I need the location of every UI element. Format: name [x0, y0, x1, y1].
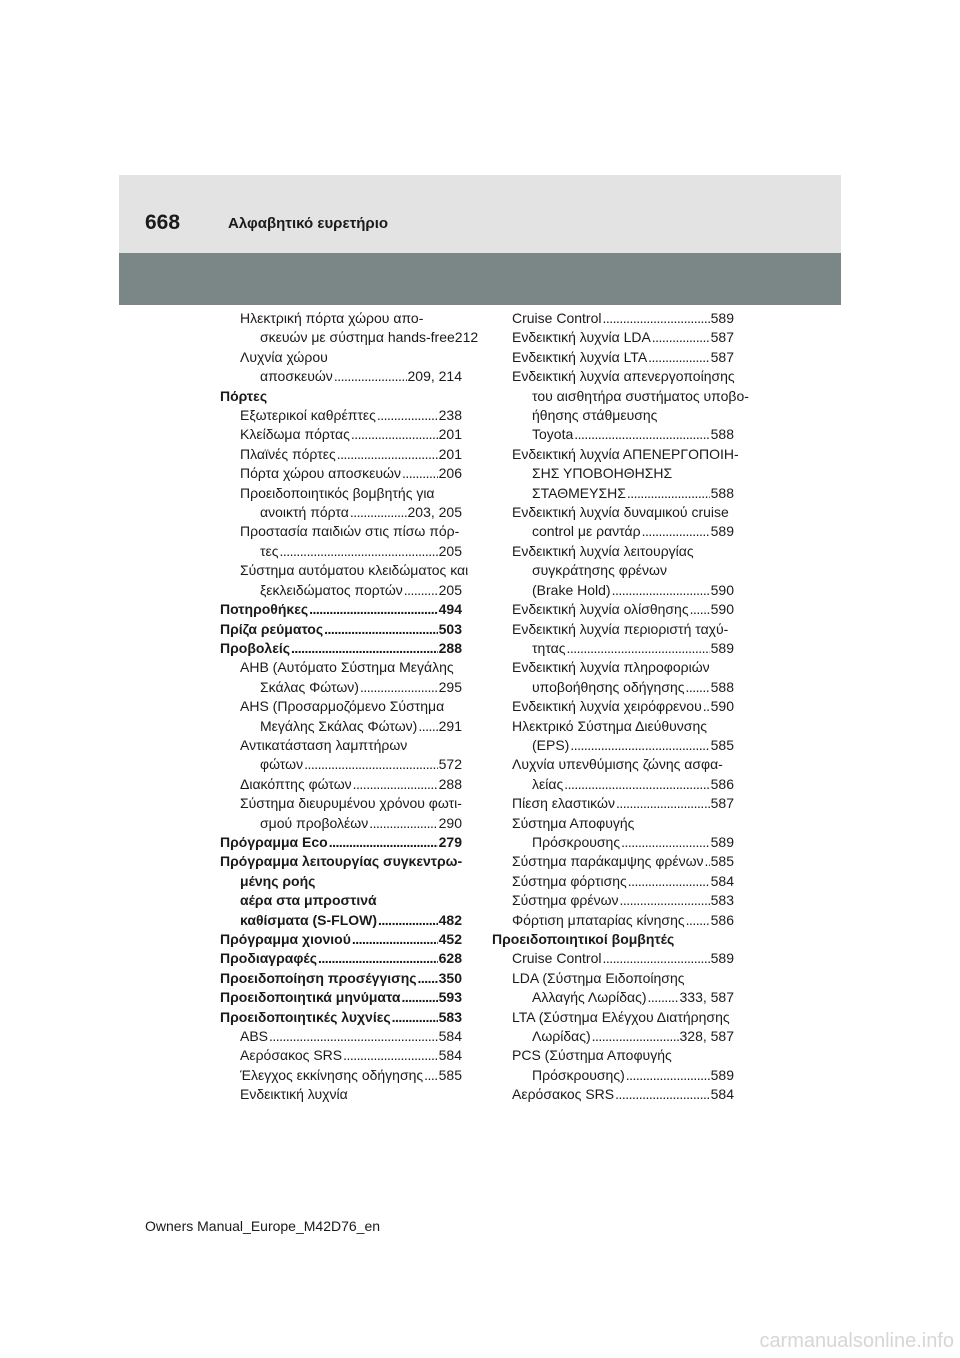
- dot-leader: [626, 1066, 710, 1085]
- index-entry: [492, 1008, 734, 1047]
- index-page-ref[interactable]: 201: [438, 445, 462, 462]
- index-entry-text: Ενδεικτική λυχνία ΑΠΕΝΕΡΓΟΠΟΙΗ-: [512, 445, 739, 462]
- index-page-ref[interactable]: 588: [710, 678, 734, 695]
- index-entry: [220, 484, 462, 523]
- index-entry: [220, 1027, 462, 1046]
- index-page-ref[interactable]: 288: [438, 775, 462, 792]
- index-entry-term: τητας: [532, 639, 566, 656]
- index-page-ref[interactable]: 328, 587: [679, 1028, 734, 1045]
- index-page-ref[interactable]: 589: [710, 310, 734, 326]
- dot-leader: [612, 581, 710, 600]
- footer-manual-id: Owners Manual_Europe_M42D76_en: [145, 1218, 381, 1234]
- index-entry-text: Λυχνία υπενθύμισης ζώνης ασφα-: [512, 756, 723, 773]
- index-page-ref[interactable]: 452: [438, 931, 462, 947]
- dot-leader: [705, 852, 710, 871]
- index-entry-term: ξεκλειδώματος πορτών: [260, 581, 403, 598]
- dot-leader: [377, 406, 438, 425]
- dot-leader: [602, 309, 709, 328]
- index-entry: [220, 639, 462, 658]
- index-entry: [220, 600, 462, 619]
- index-entry-term: Αερόσακος SRS: [240, 1047, 343, 1064]
- index-page-ref[interactable]: 205: [438, 581, 462, 598]
- index-entry-term: καθίσματα (S-FLOW): [240, 911, 378, 928]
- dot-leader: [369, 814, 437, 833]
- section-band: [119, 253, 841, 305]
- index-entry-term: Ενδεικτική λυχνία LTA: [512, 348, 648, 365]
- index-entry-text: Πρόγραμμα λειτουργίας συγκεντρω-: [220, 853, 463, 870]
- index-entry-text: AHB (Αυτόματο Σύστημα Μεγάλης: [240, 659, 454, 676]
- index-entry-term: ανοικτή πόρτα: [260, 504, 349, 521]
- index-page-ref[interactable]: 587: [710, 795, 734, 812]
- index-entry-text: AHS (Προσαρμοζόμενο Σύστημα: [240, 698, 445, 715]
- dot-leader: [360, 678, 438, 697]
- index-entry-term: Πλαϊνές πόρτες: [240, 445, 336, 462]
- dot-leader: [690, 600, 710, 619]
- index-entry-term: Φόρτιση μπαταρίας κίνησης: [512, 911, 685, 928]
- index-entry: [220, 1046, 462, 1065]
- dot-leader: [343, 1046, 438, 1065]
- index-entry: [220, 736, 462, 775]
- index-entry-term: Προειδοποίηση προσέγγισης: [220, 969, 417, 986]
- dot-leader: [318, 949, 438, 968]
- dot-leader: [280, 542, 438, 561]
- index-page-ref[interactable]: 279: [438, 833, 462, 850]
- index-entry-text: PCS (Σύστημα Αποφυγής: [512, 1047, 672, 1064]
- index-entry: [220, 464, 462, 483]
- index-entry: [220, 833, 462, 852]
- index-entry: [220, 949, 462, 968]
- index-entry-term: Ενδεικτική λυχνία ολίσθησης: [512, 601, 689, 618]
- index-page-ref[interactable]: 589: [710, 1066, 734, 1083]
- index-page-ref[interactable]: 589: [710, 523, 734, 540]
- index-page-ref[interactable]: 585: [710, 736, 734, 753]
- dot-leader: [291, 639, 438, 658]
- index-entry-term: Εξωτερικοί καθρέπτες: [240, 407, 376, 424]
- dot-leader: [628, 872, 710, 891]
- index-page-ref[interactable]: 589: [710, 833, 734, 850]
- index-page-ref[interactable]: 494: [438, 601, 462, 618]
- index-entry: [220, 988, 462, 1007]
- index-entry-term: τες: [260, 542, 279, 559]
- index-entry-term: σμού προβολέων: [260, 814, 369, 831]
- index-page-ref[interactable]: 209, 214: [407, 368, 462, 385]
- index-entry: [492, 1085, 734, 1104]
- index-entry-text: LTA (Σύστημα Ελέγχου Διατήρησης: [512, 1008, 730, 1025]
- index-column-left: [220, 309, 479, 1105]
- index-entry: [220, 620, 462, 639]
- dot-leader: [418, 717, 437, 736]
- index-entry-term: Πρίζα ρεύματος: [220, 620, 324, 637]
- index-entry: [492, 717, 734, 756]
- dot-leader: [627, 484, 710, 503]
- index-entry-text: Προειδοποιητικός βομβητής για: [240, 484, 435, 501]
- index-entry-text: Αντικατάσταση λαμπτήρων: [240, 736, 408, 753]
- dot-leader: [652, 328, 710, 347]
- index-page-ref[interactable]: 333, 587: [679, 989, 734, 1006]
- index-entry-term: Πρόγραμμα Eco: [220, 833, 328, 850]
- index-entry: [492, 697, 734, 716]
- index-entry: [220, 445, 462, 464]
- index-entry: [492, 969, 734, 1008]
- index-entry-term: Πρόσκρουσης: [532, 833, 621, 850]
- index-page-ref[interactable]: 593: [438, 989, 462, 1006]
- section-title: Αλφαβητικό ευρετήριο: [228, 215, 389, 232]
- index-page-ref[interactable]: 295: [438, 678, 462, 695]
- index-entry: [492, 891, 734, 910]
- index-entry-term: λείας: [532, 775, 564, 792]
- index-entry-term: Μεγάλης Σκάλας Φώτων): [260, 717, 418, 734]
- index-entry-text: LDA (Σύστημα Ειδοποίησης: [512, 969, 685, 986]
- index-page-ref[interactable]: 203, 205: [407, 504, 462, 521]
- index-entry-term: Πόρτα χώρου αποσκευών: [240, 465, 401, 482]
- index-entry-term: Ενδεικτική λυχνία LDA: [512, 329, 651, 346]
- index-entry-term: Προειδοποιητικά μηνύματα: [220, 989, 401, 1006]
- index-page-ref[interactable]: 585: [710, 853, 734, 870]
- index-entry: [492, 620, 734, 659]
- index-entry: [220, 794, 462, 833]
- index-entry-term: Προδιαγραφές: [220, 950, 317, 967]
- index-entry-term: Προβολείς: [220, 639, 291, 656]
- dot-leader: [615, 1085, 710, 1104]
- dot-leader: [570, 736, 709, 755]
- index-entry-term: Προειδοποιητικές λυχνίες: [220, 1008, 391, 1025]
- index-entry-term: Cruise Control: [512, 950, 602, 967]
- index-entry: [492, 949, 734, 968]
- index-entry-term: Έλεγχος εκκίνησης οδήγησης: [240, 1066, 424, 1083]
- dot-leader: [620, 891, 710, 910]
- index-entry-text: Ενδεικτική λυχνία πληροφοριών: [512, 659, 710, 676]
- index-entry-text: Ηλεκτρικό Σύστημα Διεύθυνσης: [512, 717, 707, 734]
- index-entry: [220, 561, 469, 600]
- index-entry-term: Πρόγραμμα χιονιού: [220, 931, 351, 947]
- index-entry: [492, 658, 734, 697]
- index-entry-term: Cruise Control: [512, 310, 602, 326]
- dot-leader: [309, 600, 438, 619]
- dot-leader: [402, 464, 438, 483]
- dot-leader: [567, 639, 710, 658]
- index-entry-term: ΣΤΑΘΜΕΥΣΗΣ: [532, 484, 626, 501]
- index-entry: [220, 930, 462, 949]
- index-entry: [492, 542, 734, 600]
- index-entry: [220, 425, 462, 444]
- index-page-ref[interactable]: 584: [438, 1028, 462, 1045]
- dot-leader: [686, 911, 710, 930]
- page-number: 668: [145, 211, 181, 234]
- index-page-ref[interactable]: 350: [438, 969, 462, 986]
- index-entry-term: Ενδεικτική λυχνία χειρόφρενου: [512, 698, 702, 715]
- index-entry: [220, 1085, 462, 1104]
- index-page-ref[interactable]: 589: [710, 639, 734, 656]
- index-entry: [492, 794, 734, 813]
- index-entry: [492, 872, 734, 891]
- index-entry-term: Λωρίδας): [532, 1028, 591, 1045]
- index-entry: [220, 697, 462, 736]
- index-page-ref[interactable]: 587: [710, 329, 734, 346]
- index-entry-term: Toyota: [532, 426, 574, 443]
- index-column-right: [492, 309, 749, 1105]
- index-entry-term: ABS: [240, 1028, 269, 1045]
- index-entry-text: σκευών με σύστημα hands-free212: [260, 329, 479, 346]
- dot-leader: [392, 1008, 438, 1027]
- index-entry: [220, 522, 462, 561]
- index-entry-term: Διακόπτης φώτων: [240, 775, 352, 792]
- index-page-ref[interactable]: 584: [710, 872, 734, 889]
- index-page-ref[interactable]: 238: [438, 407, 462, 424]
- dot-leader: [378, 911, 438, 930]
- dot-leader: [351, 425, 438, 444]
- index-page-ref[interactable]: 503: [438, 620, 462, 637]
- index-entry: [220, 658, 462, 697]
- index-page-ref[interactable]: 290: [438, 814, 462, 831]
- index-entry: [492, 503, 734, 542]
- index-entry-text: μένης ροής: [240, 872, 316, 889]
- dot-leader: [404, 581, 438, 600]
- index-page-ref[interactable]: 587: [710, 348, 734, 365]
- index-entry-text: Προστασία παιδιών στις πίσω πόρ-: [240, 523, 460, 540]
- index-page-ref[interactable]: 586: [710, 775, 734, 792]
- index-entry-text: Ενδεικτική λυχνία δυναμικού cruise: [512, 504, 729, 521]
- index-page-ref[interactable]: 585: [438, 1066, 462, 1083]
- index-page-ref[interactable]: 586: [710, 911, 734, 928]
- dot-leader: [686, 678, 710, 697]
- dot-leader: [592, 1027, 679, 1046]
- index-entry-text: Ηλεκτρική πόρτα χώρου απο-: [240, 310, 424, 326]
- dot-leader: [352, 930, 438, 949]
- dot-leader: [424, 1066, 437, 1085]
- index-entry-term: Σύστημα φόρτισης: [512, 872, 627, 889]
- dot-leader: [574, 425, 709, 444]
- index-entry: [220, 406, 462, 425]
- index-entry: [492, 367, 749, 445]
- index-entry: [492, 309, 734, 328]
- index-entry-term: Κλείδωμα πόρτας: [240, 426, 350, 443]
- dot-leader: [642, 522, 710, 541]
- index-entry-text: Ενδεικτική λυχνία: [240, 1086, 348, 1103]
- index-entry: [220, 348, 462, 387]
- dot-leader: [334, 367, 407, 386]
- index-entry: [492, 1046, 734, 1085]
- index-entry-term: Πίεση ελαστικών: [512, 795, 615, 812]
- index-page-ref[interactable]: 206: [438, 465, 462, 482]
- index-entry-term: Σύστημα φρένων: [512, 892, 619, 909]
- index-entry: [220, 387, 462, 406]
- dot-leader: [703, 697, 710, 716]
- index-page-ref[interactable]: 572: [438, 756, 462, 773]
- index-entry-text: Σύστημα αυτόματου κλειδώματος και: [240, 562, 469, 579]
- index-entry-text: ΣΗΣ ΥΠΟΒΟΗΘΗΣΗΣ: [532, 465, 673, 482]
- index-entry: [220, 1008, 462, 1027]
- dot-leader: [329, 833, 438, 852]
- dot-leader: [602, 949, 709, 968]
- index-page-ref[interactable]: 584: [438, 1047, 462, 1064]
- index-page-ref[interactable]: 588: [710, 426, 734, 443]
- index-entry-term: control με ραντάρ: [532, 523, 641, 540]
- index-entry-term: (Brake Hold): [532, 581, 611, 598]
- index-page-ref[interactable]: 291: [438, 717, 462, 734]
- index-entry: [220, 775, 462, 794]
- index-entry-text: Προειδοποιητικοί βομβητές: [492, 931, 675, 947]
- index-page-ref[interactable]: 201: [438, 426, 462, 443]
- dot-leader: [616, 794, 710, 813]
- index-page-ref[interactable]: 583: [438, 1008, 462, 1025]
- index-entry-term: αποσκευών: [260, 368, 333, 385]
- index-entry-term: φώτων: [260, 756, 304, 773]
- index-entry-text: Πόρτες: [220, 387, 268, 404]
- dot-leader: [337, 445, 438, 464]
- index-page-ref[interactable]: 590: [710, 581, 734, 598]
- index-entry: [220, 852, 462, 930]
- index-entry: [220, 309, 479, 348]
- index-page-ref[interactable]: 288: [438, 639, 462, 656]
- index-page-ref[interactable]: 590: [710, 698, 734, 715]
- index-entry-text: Σύστημα διευρυμένου χρόνου φωτι-: [240, 795, 462, 812]
- index-entry-term: υποβοήθησης οδήγησης: [532, 678, 685, 695]
- index-entry-text: αέρα στα μπροστινά: [240, 892, 377, 909]
- index-entry: [220, 969, 462, 988]
- index-entry-text: ήθησης στάθμευσης: [532, 407, 658, 424]
- index-entry-term: Πρόσκρουσης): [532, 1066, 625, 1083]
- index-entry-text: Ενδεικτική λυχνία απενεργοποίησης: [512, 368, 735, 385]
- index-page-ref[interactable]: 628: [438, 950, 462, 967]
- dot-leader: [269, 1027, 438, 1046]
- dot-leader: [418, 969, 438, 988]
- index-entry: [492, 600, 734, 619]
- dot-leader: [304, 755, 438, 774]
- index-page-ref[interactable]: 205: [438, 542, 462, 559]
- index-entry: [492, 348, 734, 367]
- index-entry-term: Ποτηροθήκες: [220, 601, 309, 618]
- index-page-ref[interactable]: 482: [438, 911, 462, 928]
- index-entry: [492, 814, 734, 853]
- index-entry-text: του αισθητήρα συστήματος υποβο-: [532, 387, 749, 404]
- index-entry-term: Αερόσακος SRS: [512, 1086, 615, 1103]
- index-entry: [492, 930, 734, 949]
- index-page-ref[interactable]: 584: [710, 1086, 734, 1103]
- index-page-ref[interactable]: 589: [710, 950, 734, 967]
- index-entry: [220, 1066, 462, 1085]
- dot-leader: [350, 503, 407, 522]
- index-page-ref[interactable]: 588: [710, 484, 734, 501]
- dot-leader: [324, 620, 438, 639]
- watermark: carmanualsonline.info: [759, 1330, 954, 1352]
- index-entry-text: Ενδεικτική λυχνία λειτουργίας: [512, 542, 694, 559]
- dot-leader: [353, 775, 438, 794]
- index-entry-term: Σκάλας Φώτων): [260, 678, 359, 695]
- dot-leader: [648, 348, 709, 367]
- index-entry: [492, 755, 734, 794]
- dot-leader: [564, 775, 709, 794]
- index-entry: [492, 852, 734, 871]
- index-entry-text: Σύστημα Αποφυγής: [512, 814, 635, 831]
- dot-leader: [621, 833, 710, 852]
- index-entry: [492, 445, 739, 503]
- index-entry-text: συγκράτησης φρένων: [532, 562, 667, 579]
- index-entry-term: Σύστημα παράκαμψης φρένων: [512, 853, 704, 870]
- dot-leader: [402, 988, 438, 1007]
- index-entry-text: Ενδεικτική λυχνία περιοριστή ταχύ-: [512, 620, 729, 637]
- index-page-ref[interactable]: 583: [710, 892, 734, 909]
- index-entry-term: Αλλαγής Λωρίδας): [532, 989, 647, 1006]
- index-entry: [492, 911, 734, 930]
- index-entry-term: (EPS): [532, 736, 570, 753]
- index-entry-text: Λυχνία χώρου: [240, 348, 328, 365]
- index-page-ref[interactable]: 590: [710, 601, 734, 618]
- index-entry: [492, 328, 734, 347]
- dot-leader: [648, 988, 679, 1007]
